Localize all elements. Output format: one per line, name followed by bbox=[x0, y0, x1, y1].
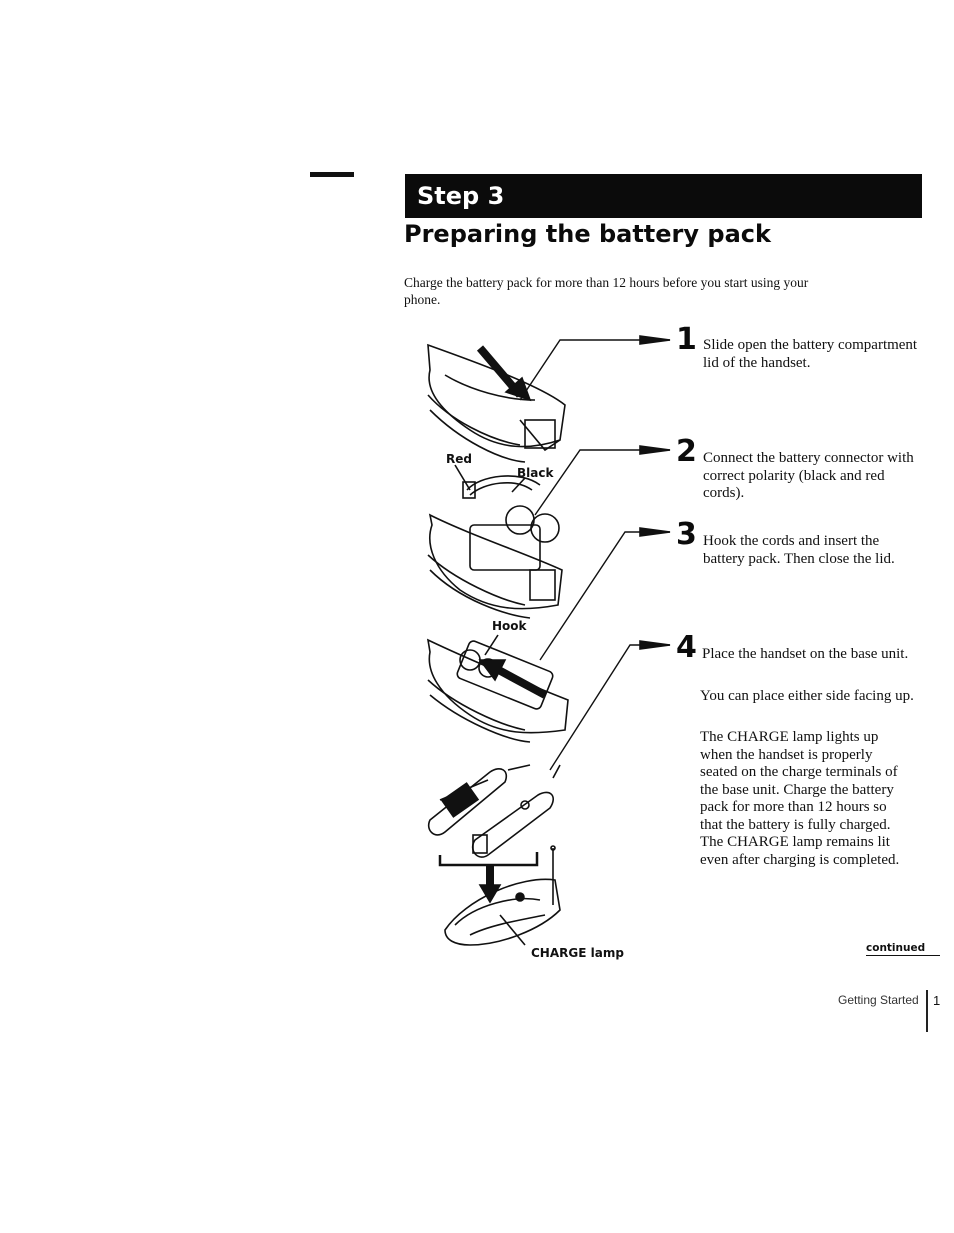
footer-section: Getting Started bbox=[838, 993, 919, 1007]
intro-text: Charge the battery pack for more than 12 hours before you start using your phone. bbox=[404, 275, 809, 307]
step-3-number: 3 bbox=[676, 517, 697, 552]
pointer-1-icon bbox=[640, 336, 670, 344]
pointer-2-icon bbox=[640, 446, 670, 454]
insert-battery-figure bbox=[428, 640, 568, 742]
page-number: 1 bbox=[933, 993, 941, 1008]
footer-divider bbox=[926, 990, 928, 1032]
step-4-text: Place the handset on the base unit. bbox=[702, 646, 909, 662]
step-label: Step 3 bbox=[417, 182, 505, 210]
pointer-4-icon bbox=[640, 641, 670, 649]
step-4-note-1: You can place either side facing up. bbox=[700, 688, 914, 704]
label-red: Red bbox=[446, 452, 472, 466]
step-1-text: Slide open the battery compartment lid of the handset. bbox=[703, 337, 918, 371]
label-charge-lamp: CHARGE lamp bbox=[531, 946, 624, 960]
step-1-number: 1 bbox=[676, 322, 697, 357]
label-hook: Hook bbox=[492, 619, 527, 633]
step-4-number: 4 bbox=[676, 630, 697, 665]
battery-connector-figure bbox=[428, 476, 562, 618]
pointer-3-icon bbox=[640, 528, 670, 536]
continued-label: continued bbox=[866, 942, 940, 956]
step-2-number: 2 bbox=[676, 434, 697, 469]
step-3-text: Hook the cords and insert the battery pack. Then close the lid. bbox=[703, 533, 895, 567]
label-black: Black bbox=[517, 466, 554, 480]
step-4-note-2: The CHARGE lamp lights up when the handset is properly seated on the charge terminals of the base unit. Charge the battery pack for more than 12 hours so that the battery is fully charged. The CHARGE lamp remains lit even after charging is completed. bbox=[700, 729, 900, 868]
page-title: Preparing the battery pack bbox=[404, 220, 771, 248]
handsets-figure bbox=[429, 765, 560, 857]
step-2-text: Connect the battery connector with correct polarity (black and red cords). bbox=[703, 450, 914, 501]
insert-arrow-icon bbox=[495, 668, 545, 695]
base-unit-figure bbox=[445, 846, 560, 945]
